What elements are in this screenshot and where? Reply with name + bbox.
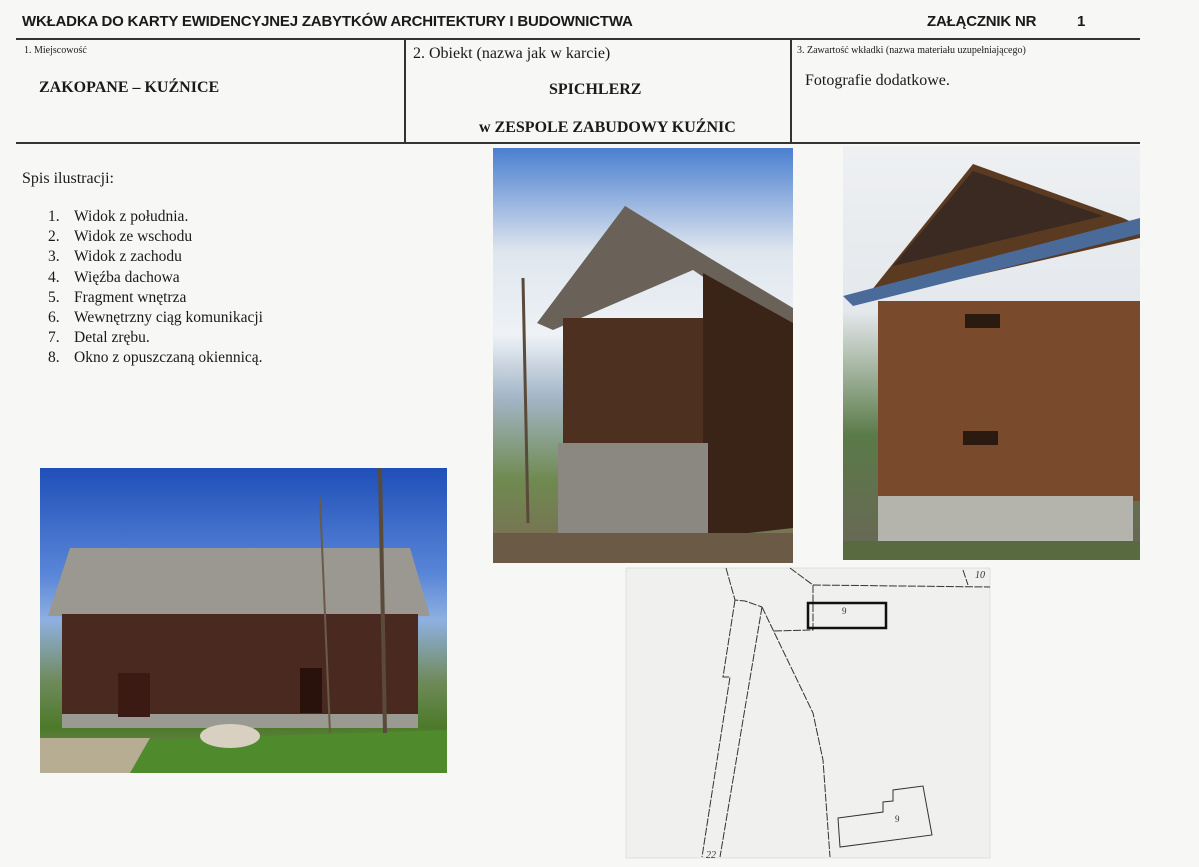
- item-label: Widok z zachodu: [74, 248, 182, 266]
- object-value-complex: w ZESPOLE ZABUDOWY KUŹNIC: [479, 119, 736, 136]
- location-label: 1. Miejscowość: [24, 45, 87, 56]
- item-number: 3.: [48, 248, 60, 266]
- item-label: Więźba dachowa: [74, 268, 180, 286]
- map-label: 10: [975, 570, 985, 581]
- item-number: 1.: [48, 208, 60, 225]
- illustrations-title: Spis ilustracji:: [22, 170, 114, 187]
- item-number: 8.: [48, 349, 60, 367]
- attachment-number: 1: [1077, 13, 1086, 30]
- item-label: Detal zrębu.: [74, 329, 150, 347]
- content-label: 3. Zawartość wkładki (nazwa materiału uzupełniającego): [797, 45, 1026, 56]
- content-value: Fotografie dodatkowe.: [805, 72, 950, 89]
- map-label: 9: [895, 814, 900, 824]
- location-value: ZAKOPANE – KUŹNICE: [39, 79, 220, 96]
- item-number: 7.: [48, 329, 60, 347]
- item-label: Wewnętrzny ciąg komunikacji: [74, 309, 263, 327]
- object-label: 2. Obiekt (nazwa jak w karcie): [413, 45, 611, 62]
- attachment-label: ZAŁĄCZNIK NR: [927, 13, 1037, 30]
- item-number: 5.: [48, 288, 60, 306]
- object-value: SPICHLERZ: [549, 81, 642, 98]
- item-label: Widok ze wschodu: [74, 228, 193, 246]
- document-title: WKŁADKA DO KARTY EWIDENCYJNEJ ZABYTKÓW ARCHITEKTURY I BUDOWNICTWA: [22, 13, 633, 30]
- item-label: Fragment wnętrza: [74, 288, 187, 306]
- map-label: 9: [842, 606, 847, 616]
- item-number: 6.: [48, 309, 60, 327]
- item-number: 2.: [48, 228, 60, 246]
- item-label: Widok z południa.: [74, 208, 189, 225]
- map-label: 22: [706, 850, 716, 861]
- item-label: Okno z opuszczaną okiennicą.: [74, 349, 263, 367]
- item-number: 4.: [48, 268, 60, 286]
